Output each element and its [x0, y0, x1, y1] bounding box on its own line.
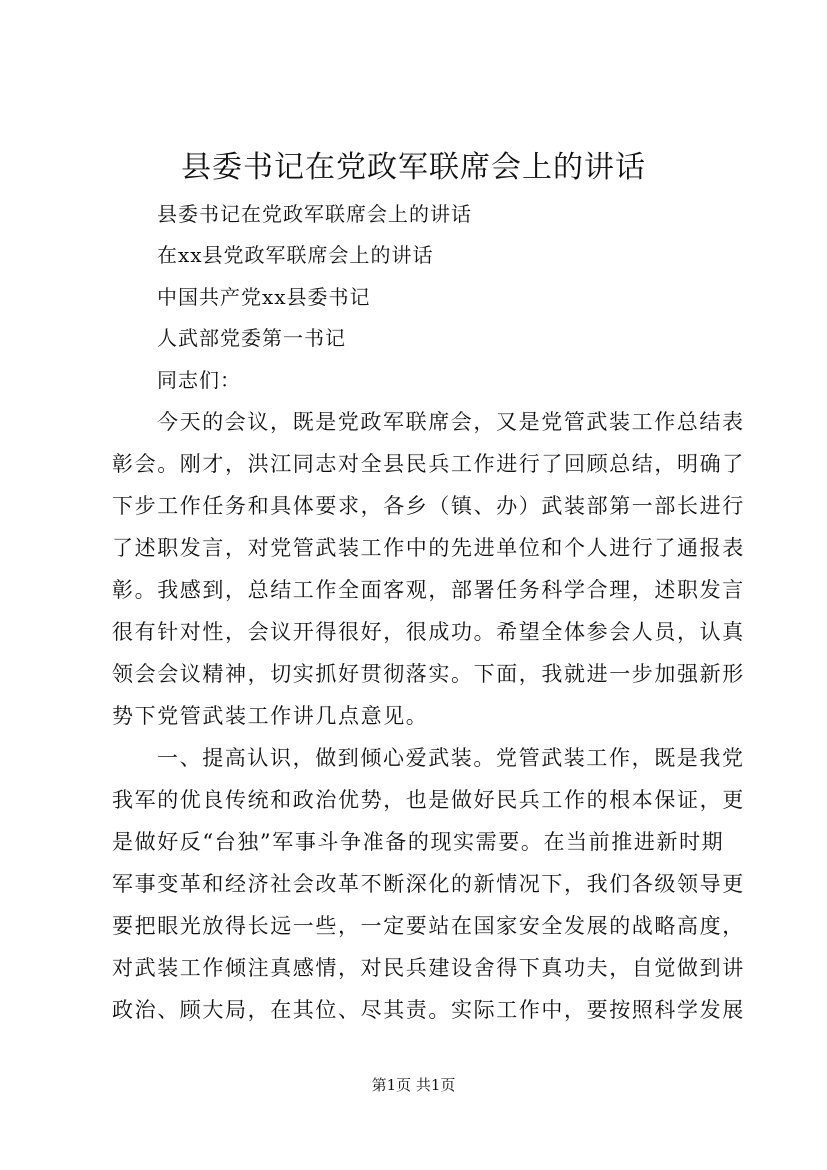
header-line-speaker-role: 人武部党委第一书记 — [157, 326, 346, 350]
header-line-occasion: 在xx县党政军联席会上的讲话 — [157, 243, 434, 267]
document-title: 县委书记在党政军联席会上的讲话 — [181, 150, 646, 185]
paragraph1-line: 下步工作任务和具体要求，各乡（镇、办）武装部第一部长进行 — [112, 494, 745, 518]
paragraph1-line: 彰。我感到，总结工作全面客观，部署任务科学合理，述职发言 — [112, 578, 745, 602]
header-line-title: 县委书记在党政军联席会上的讲话 — [157, 202, 472, 226]
paragraph2-line: 军事变革和经济社会改革不断深化的新情况下，我们各级领导更 — [112, 872, 745, 896]
header-line-speaker-title: 中国共产党xx县委书记 — [157, 285, 371, 309]
paragraph2-line: 一、提高认识，做到倾心爱武装。党管武装工作，既是我党 — [157, 746, 745, 770]
paragraph1-line: 很有针对性，会议开得很好，很成功。希望全体参会人员，认真 — [112, 620, 745, 644]
paragraph1-line: 了述职发言，对党管武装工作中的先进单位和个人进行了通报表 — [112, 536, 745, 560]
page-footer: 第1页 共1页 — [371, 1076, 456, 1094]
paragraph2-line: 是做好反“台独”军事斗争准备的现实需要。在当前推进新时期 — [112, 830, 725, 854]
paragraph2-line: 我军的优良传统和政治优势，也是做好民兵工作的根本保证，更 — [112, 788, 745, 812]
salutation: 同志们： — [157, 368, 241, 392]
paragraph2-line: 政治、顾大局，在其位、尽其责。实际工作中，要按照科学发展 — [112, 998, 745, 1022]
paragraph1-line: 今天的会议，既是党政军联席会，又是党管武装工作总结表 — [157, 410, 745, 434]
paragraph1-line: 势下党管武装工作讲几点意见。 — [112, 704, 429, 728]
paragraph1-line: 领会会议精神，切实抓好贯彻落实。下面，我就进一步加强新形 — [112, 662, 745, 686]
paragraph2-line: 要把眼光放得长远一些，一定要站在国家安全发展的战略高度， — [112, 914, 745, 938]
paragraph2-line: 对武装工作倾注真感情，对民兵建设舍得下真功夫，自觉做到讲 — [112, 956, 745, 980]
paragraph1-line: 彰会。刚才，洪江同志对全县民兵工作进行了回顾总结，明确了 — [112, 452, 745, 476]
